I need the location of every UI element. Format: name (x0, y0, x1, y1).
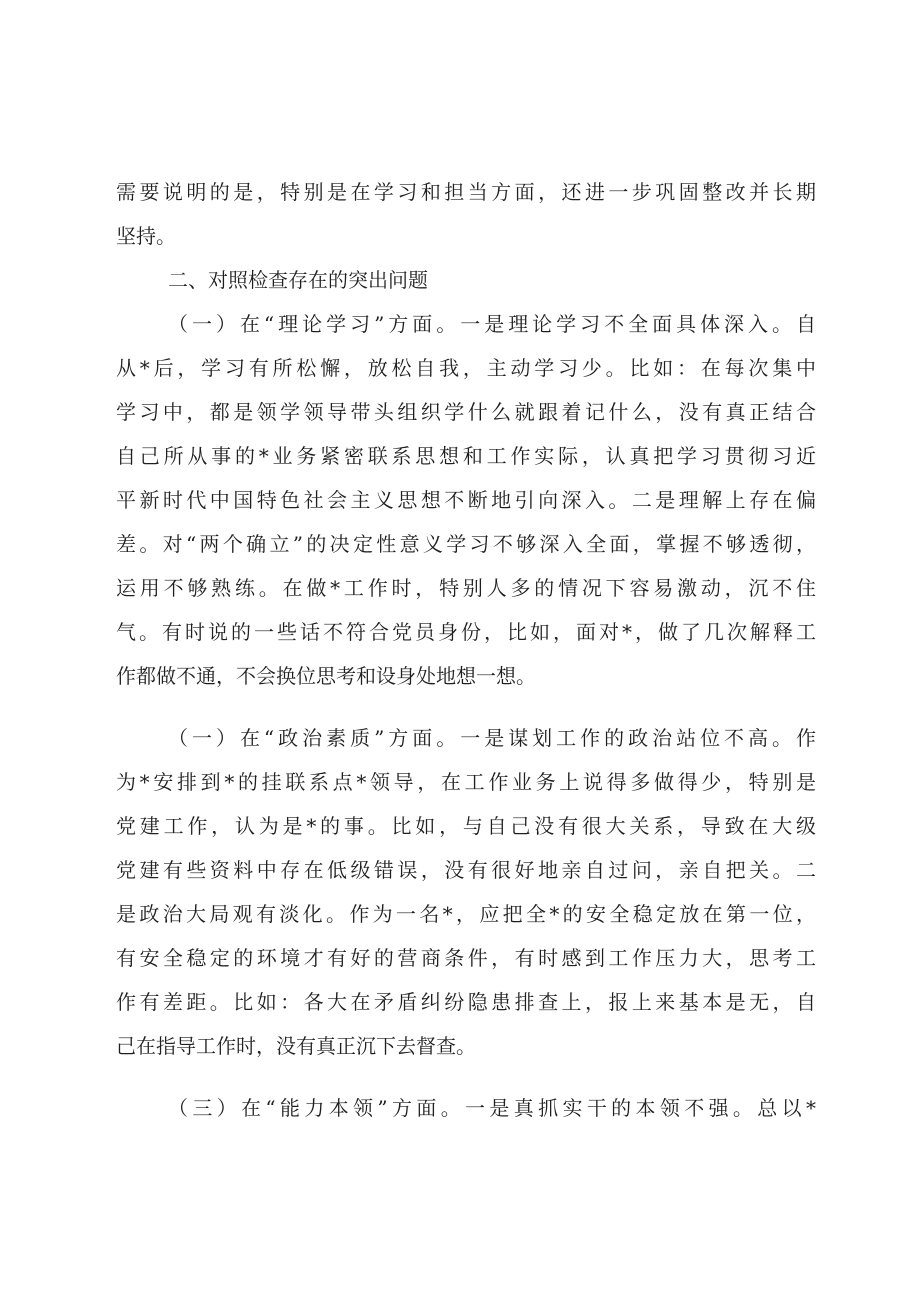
paragraph-line: 差。对“两个确立”的决定性意义学习不够深入全面，掌握不够透彻， (116, 532, 816, 556)
paragraph-line: 自己所从事的*业务紧密联系思想和工作实际，认真把学习贯彻习近 (116, 444, 816, 468)
paragraph-line: 坚持。 (116, 224, 176, 248)
paragraph-line: 有安全稳定的环境才有好的营商条件，有时感到工作压力大，思考工 (116, 946, 816, 970)
paragraph-line: （三）在“能力本领”方面。一是真抓实干的本领不强。总以* (168, 1096, 816, 1120)
paragraph-line: 党建有些资料中存在低级错误，没有很好地亲自过问，亲自把关。二 (116, 858, 816, 882)
section-heading: 二、对照检查存在的突出问题 (168, 268, 428, 292)
paragraph-line: 需要说明的是，特别是在学习和担当方面，还进一步巩固整改并长期 (116, 180, 816, 204)
paragraph-line: 己在指导工作时，没有真正沉下去督查。 (116, 1034, 476, 1058)
paragraph-line: 运用不够熟练。在做*工作时，特别人多的情况下容易激动，沉不住 (116, 576, 816, 600)
paragraph-line: 作有差距。比如：各大在矛盾纠纷隐患排查上，报上来基本是无，自 (116, 990, 816, 1014)
paragraph-line: 作都做不通，不会换位思考和设身处地想一想。 (116, 664, 536, 688)
paragraph-line: 从*后，学习有所松懈，放松自我，主动学习少。比如：在每次集中 (116, 356, 816, 380)
paragraph-line: 是政治大局观有淡化。作为一名*，应把全*的安全稳定放在第一位， (116, 902, 816, 926)
paragraph-line: 为*安排到*的挂联系点*领导，在工作业务上说得多做得少，特别是 (116, 770, 816, 794)
paragraph-line: （一）在“政治素质”方面。一是谋划工作的政治站位不高。作 (168, 726, 816, 750)
paragraph-line: 党建工作，认为是*的事。比如，与自己没有很大关系，导致在大级 (116, 814, 816, 838)
paragraph-line: 平新时代中国特色社会主义思想不断地引向深入。二是理解上存在偏 (116, 488, 816, 512)
paragraph-line: 气。有时说的一些话不符合党员身份，比如，面对*，做了几次解释工 (116, 620, 816, 644)
paragraph-line: （一）在“理论学习”方面。一是理论学习不全面具体深入。自 (168, 312, 816, 336)
paragraph-line: 学习中，都是领学领导带头组织学什么就跟着记什么，没有真正结合 (116, 400, 816, 424)
